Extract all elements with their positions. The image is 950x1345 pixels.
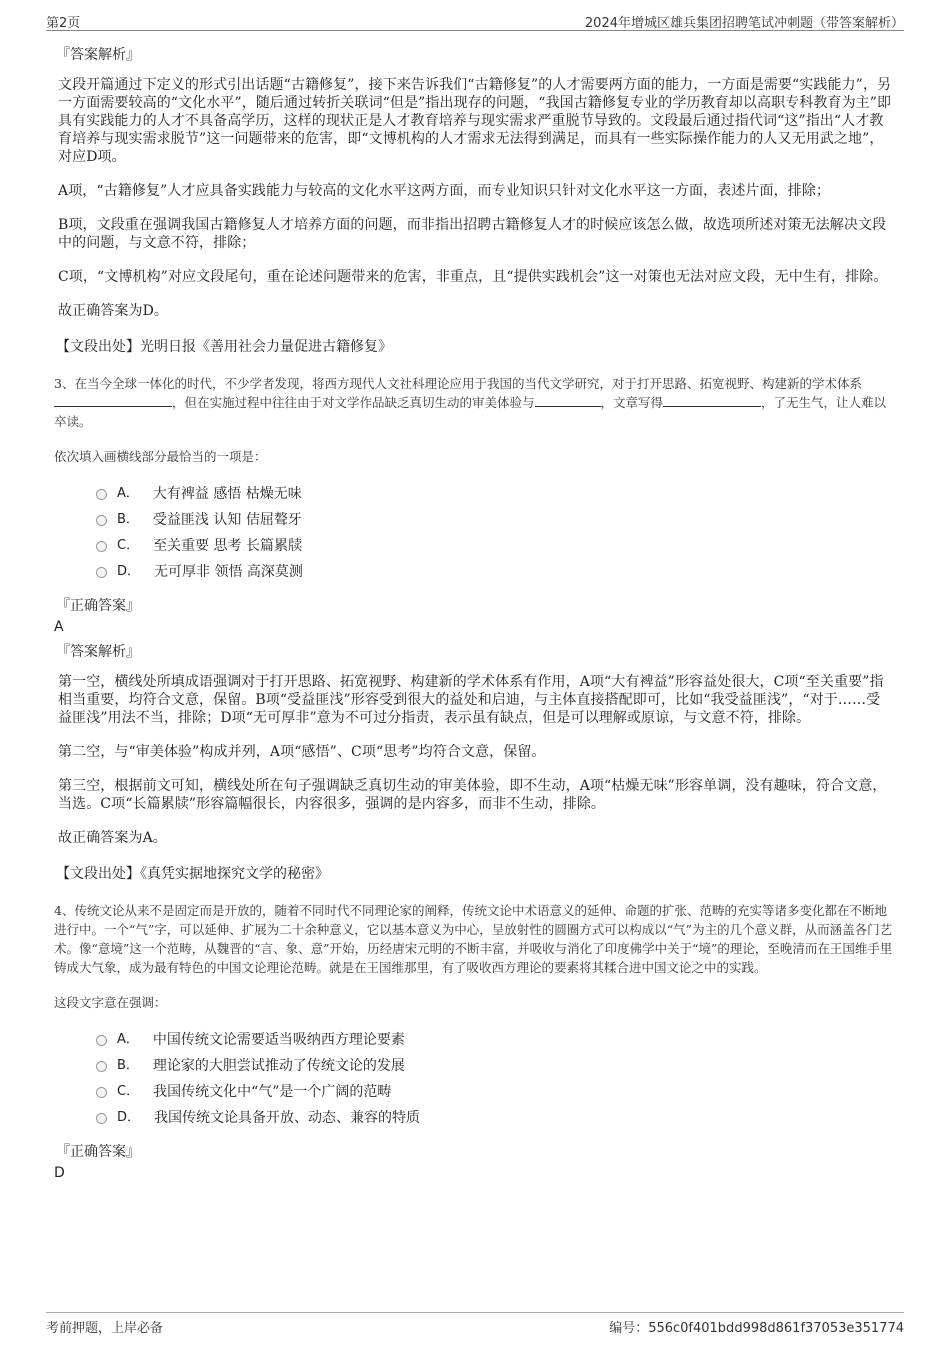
- option-a[interactable]: A． 大有裨益 感悟 枯燥无味: [96, 481, 894, 507]
- analysis-conclusion: 故正确答案为A。: [58, 830, 167, 846]
- analysis-paragraph: A项，“古籍修复”人才应具备实践能力与较高的文化水平这两方面，而专业知识只针对文化水平这一方面，表述片面，排除；: [58, 183, 831, 199]
- blank-1: [54, 394, 172, 407]
- document-id: 编号：556c0f401bdd998d861f37053e351774: [609, 1321, 904, 1336]
- question-4-text: 4、传统文论从来不是固定而是开放的，随着不同时代不同理论家的阐释，传统文论中术语意义的延伸、命题的扩张、范畴的充实等诸多变化都在不断地进行中。一个“气”字，可以延伸、扩展为二十余种意义，它以基本意义为中心，呈放射性的圆圈方式可以构成以“气”为主的几个意义群，从而涵盖各门艺术。像“意境”这一个范畴，从魏晋的“言、象、意”开始，历经唐宋元明的不断丰富，并吸收与消化了印度佛学中关于“境”的理论，至晚清而在王国维手里铸成大气象，成为最有特色的中国文论理论范畴。就是在王国维那里，有了吸收西方理论的要素将其糅合进中国文论之中的实践。: [54, 903, 893, 975]
- radio-icon[interactable]: [96, 1087, 107, 1098]
- option-a[interactable]: A． 中国传统文论需要适当吸纳西方理论要素: [96, 1027, 894, 1053]
- question-3-prompt: 依次填入画横线部分最恰当的一项是：: [54, 449, 267, 464]
- option-d[interactable]: D． 我国传统文论具备开放、动态、兼容的特质: [96, 1105, 894, 1131]
- radio-icon[interactable]: [96, 1061, 107, 1072]
- option-b[interactable]: B． 受益匪浅 认知 佶屈聱牙: [96, 507, 894, 533]
- radio-icon[interactable]: [96, 541, 107, 552]
- footer-slogan: 考前押题，上岸必备: [46, 1321, 164, 1336]
- analysis-paragraph: 第一空，横线处所填成语强调对于打开思路、拓宽视野、构建新的学术体系有作用，A项“大有裨益”形容益处很大，C项“至关重要”指相当重要，均符合文意，保留。B项“受益匪浅”形容受到很大的益处和启迪，与主体直接搭配即可，比如“我受益匪浅”，“对于……受益匪浅”用法不当，排除；D项“无可厚非”意为不可过分指责，表示虽有缺点，但是可以理解或原谅，与文意不符，排除。: [58, 674, 884, 726]
- analysis-conclusion: 故正确答案为D。: [58, 303, 169, 319]
- question-3-text-c: ，文章写得: [600, 395, 664, 410]
- question-3-text-b: ，但在实施过程中往往由于对文学作品缺乏真切生动的审美体验与: [172, 395, 535, 410]
- radio-icon[interactable]: [96, 1035, 107, 1046]
- analysis-paragraph: C项，“文博机构”对应文段尾句，重在论述问题带来的危害，非重点，且“提供实践机会”这一对策也无法对应文段，无中生有，排除。: [58, 269, 888, 285]
- correct-answer-label: 『正确答案』: [56, 1144, 140, 1160]
- correct-answer: A: [54, 619, 64, 635]
- option-c[interactable]: C． 我国传统文化中“气”是一个广阔的范畴: [96, 1079, 894, 1105]
- blank-3: [663, 394, 761, 407]
- analysis-paragraph: 文段开篇通过下定义的形式引出话题“古籍修复”，接下来告诉我们“古籍修复”的人才需要两方面的能力，一方面是需要“实践能力”，另一方面需要较高的“文化水平”，随后通过转折关联词“但是”指出现存的问题，“我国古籍修复专业的学历教育却以高职专科教育为主”即具有实践能力的人才不具备高学历，这样的现状正是人才教育培养与现实需求严重脱节导致的。文段最后通过指代词“这”指出“人才教育培养与现实需求脱节”这一问题带来的危害，即“文博机构的人才需求无法得到满足，而具有一些实际操作能力的人又无用武之地”，对应D项。: [58, 77, 892, 165]
- document-title: 2024年增城区雄兵集团招聘笔试冲刺题（带答案解析）: [584, 16, 904, 31]
- correct-answer-label: 『正确答案』: [56, 598, 140, 614]
- analysis-paragraph: B项，文段重在强调我国古籍修复人才培养方面的问题，而非指出招聘古籍修复人才的时候应该怎么做，故选项所述对策无法解决文段中的问题，与文意不符，排除；: [58, 217, 887, 251]
- page-footer: [46, 1312, 904, 1337]
- option-b[interactable]: B． 理论家的大胆尝试推动了传统文论的发展: [96, 1053, 894, 1079]
- page-header: [46, 10, 904, 31]
- question-3-text-a: 3、在当今全球一体化的时代，不少学者发现，将西方现代人文社科理论应用于我国的当代文学研究，对于打开思路、拓宽视野、构建新的学术体系: [54, 376, 862, 391]
- passage-source: 【文段出处】《真凭实据地探究文学的秘密》: [56, 866, 329, 882]
- question-3-text-d: ，了无生气，让人难以卒读。: [54, 395, 887, 429]
- correct-answer: D: [54, 1165, 65, 1181]
- blank-2: [535, 394, 601, 407]
- question-3-options: [96, 481, 894, 585]
- radio-icon[interactable]: [96, 489, 107, 500]
- option-c[interactable]: C． 至关重要 思考 长篇累牍: [96, 533, 894, 559]
- radio-icon[interactable]: [96, 567, 107, 578]
- radio-icon[interactable]: [96, 515, 107, 526]
- question-3-text: [54, 374, 894, 431]
- question-4-prompt: 这段文字意在强调：: [54, 995, 167, 1010]
- analysis-label: 『答案解析』: [56, 644, 140, 660]
- analysis-label: 『答案解析』: [56, 47, 140, 63]
- radio-icon[interactable]: [96, 1113, 107, 1124]
- page-content: [56, 44, 894, 1187]
- passage-source: 【文段出处】光明日报《善用社会力量促进古籍修复》: [56, 339, 392, 355]
- question-4-options: [96, 1027, 894, 1131]
- option-d[interactable]: D． 无可厚非 领悟 高深莫测: [96, 559, 894, 585]
- page-number: 第2页: [46, 16, 81, 31]
- analysis-paragraph: 第二空，与“审美体验”构成并列，A项“感悟”、C项“思考”均符合文意，保留。: [58, 744, 546, 760]
- analysis-paragraph: 第三空，根据前文可知，横线处所在句子强调缺乏真切生动的审美体验，即不生动，A项“枯燥无味”形容单调，没有趣味，符合文意，当选。C项“长篇累牍”形容篇幅很长，内容很多，强调的是内容多，而非不生动，排除。: [58, 778, 887, 812]
